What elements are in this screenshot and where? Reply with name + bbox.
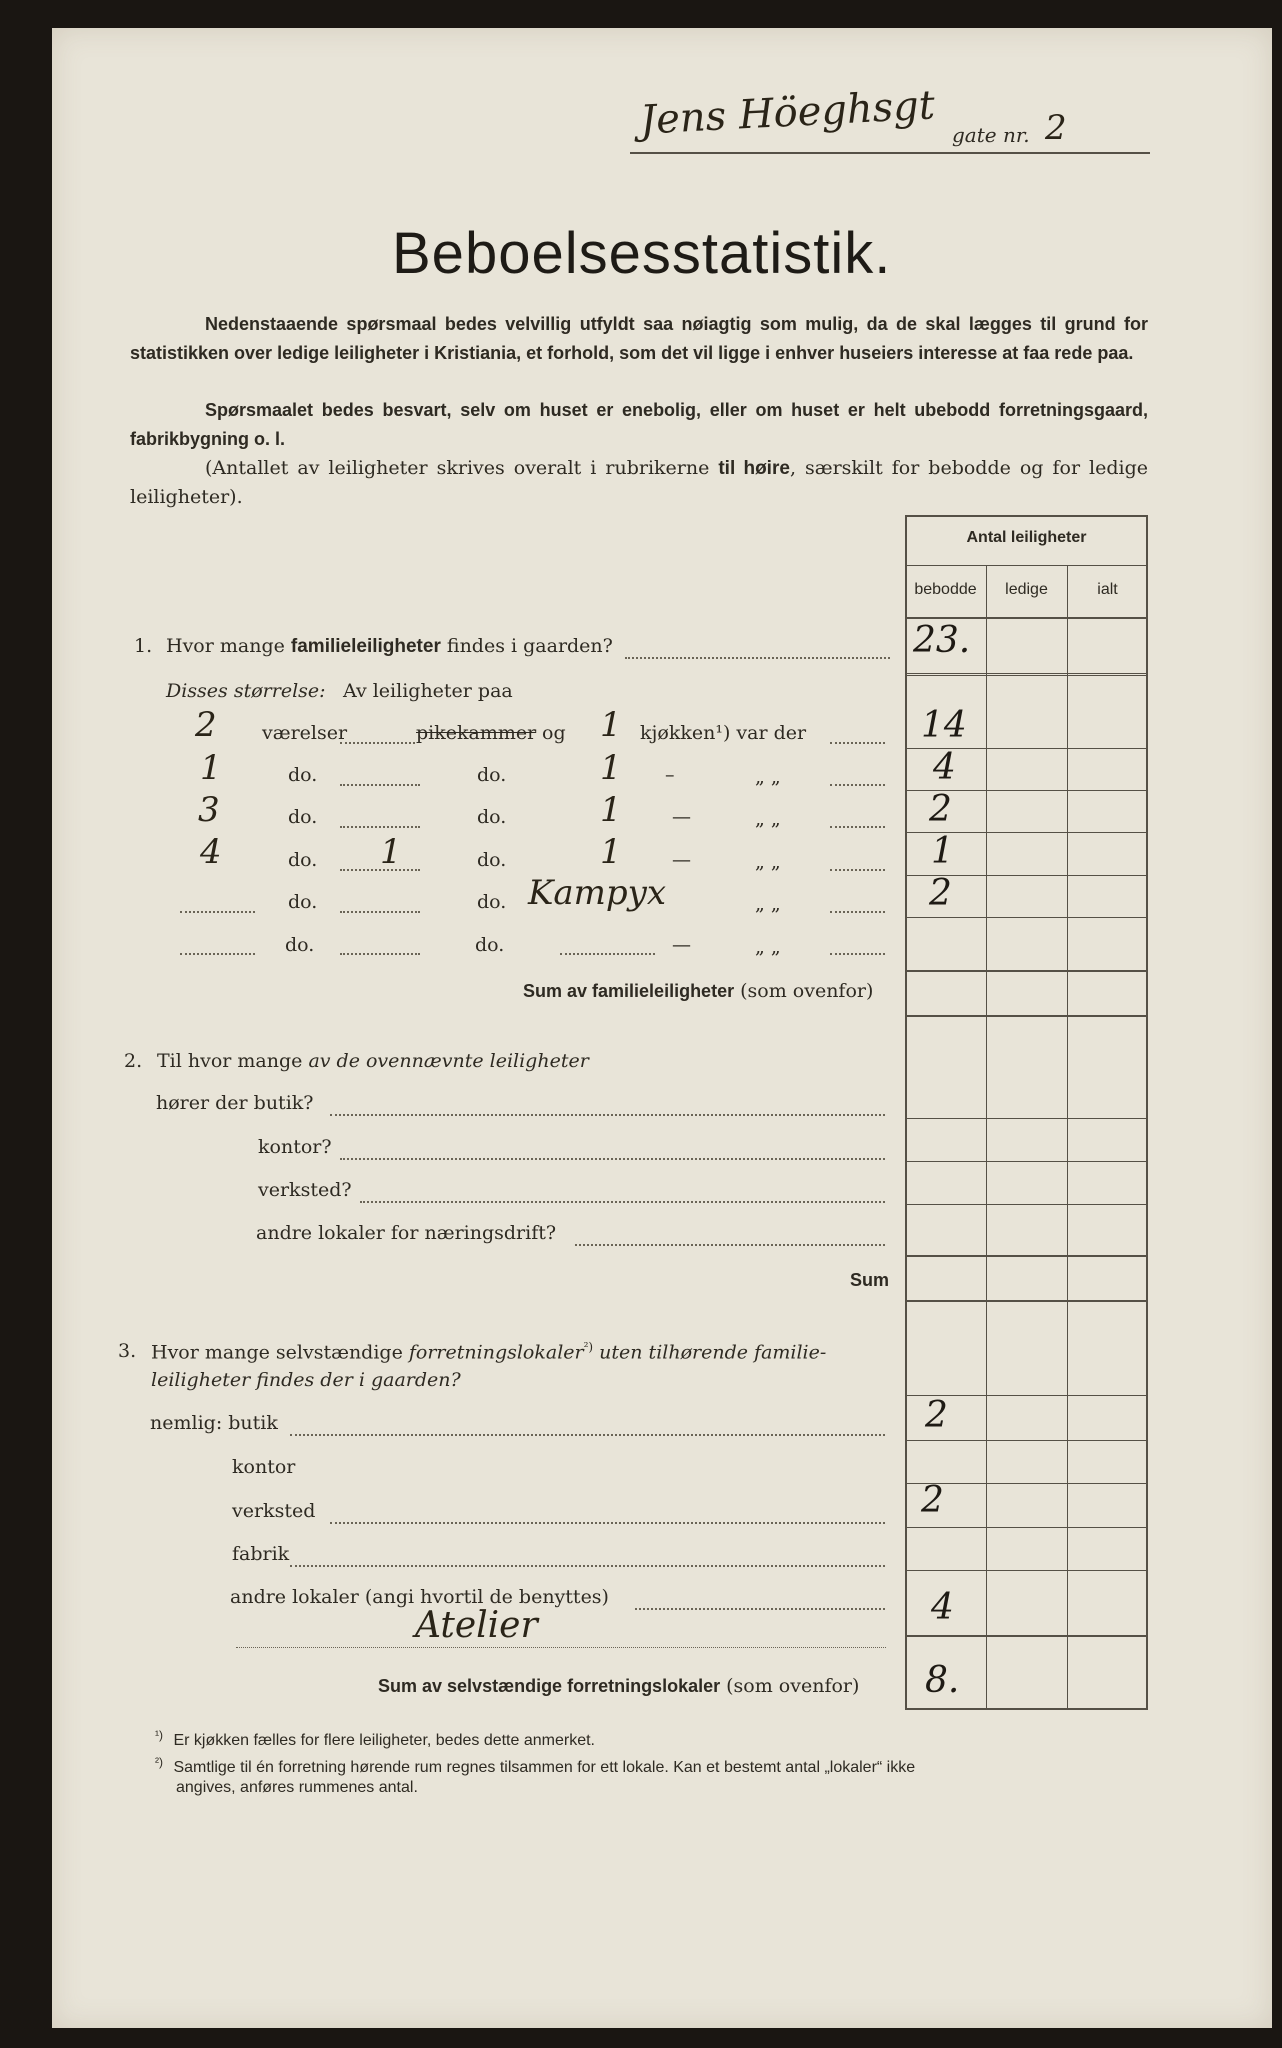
intro-p3-a: (Antallet av leiligheter skrives overalt i rubrikerne (205, 457, 719, 479)
row1-rooms: 2 (195, 705, 217, 745)
row-line (905, 1300, 1148, 1302)
col-divider-1 (986, 565, 987, 1710)
q3-question (151, 1340, 891, 1363)
row5-word2: do. (477, 891, 507, 913)
q2-andre-dots (575, 1244, 885, 1246)
answer-table (905, 515, 1148, 1710)
q3-andre-dots (635, 1608, 885, 1610)
row4-rooms: 4 (200, 832, 222, 872)
row6-dots-b (830, 953, 885, 955)
intro-p3-b: , særskilt for bebodde og for ledige leiligheter). (130, 457, 1148, 508)
q2-verksted: verksted? (258, 1179, 352, 1201)
q3-andre-underline (236, 1647, 886, 1648)
q2-text-a: Til hvor mange (157, 1050, 309, 1072)
row5-word: do. (288, 891, 318, 913)
q3-text-it: forretningslokaler (408, 1341, 584, 1364)
col-header-bebodde: bebodde (914, 581, 977, 598)
q3-sum-value: 8. (925, 1660, 960, 1701)
row6-kitchen-dots (560, 953, 655, 955)
row2-kitchen: 1 (600, 748, 622, 788)
row-line (905, 1527, 1148, 1528)
q3-verksted-value: 2 (921, 1480, 944, 1521)
q1-text-b: findes i gaarden? (440, 635, 613, 657)
row5-rooms-dots (180, 911, 255, 913)
row2-word: do. (288, 764, 318, 786)
row2-dots-a (340, 784, 420, 786)
row4-dots-a (340, 869, 420, 871)
q1-text-bold: familieleiligheter (290, 636, 441, 657)
row1-word: værelser (262, 722, 348, 744)
gate-label: gate nr. (952, 123, 1030, 147)
q1-sizes-label2: Av leiligheter paa (343, 680, 513, 702)
row3-quote: „ „ (755, 808, 781, 830)
col-divider-2 (1067, 565, 1068, 1710)
q3-andre-handwritten: Atelier (415, 1605, 538, 1646)
q1-sum-bold: Sum av familieleiligheter (523, 981, 735, 1001)
row1-kitchen: 1 (600, 705, 622, 745)
row1-dots-b (830, 742, 885, 744)
row1-dots-a (340, 742, 415, 744)
row-line (905, 1570, 1148, 1571)
row4-pike: 1 (380, 832, 402, 872)
q1-total-value: 23. (913, 620, 971, 661)
col-header-ledige: ledige (1005, 581, 1048, 598)
q1-sum-rest: (som ovenfor) (734, 980, 874, 1002)
row-line (905, 675, 1148, 676)
q2-butik-dots (330, 1114, 885, 1116)
q3-sum-rest: (som ovenfor) (720, 1675, 860, 1697)
table-right-border (1146, 515, 1148, 1710)
footnote-1 (155, 1728, 595, 1750)
row1-tail: kjøkken¹) var der (640, 722, 807, 744)
row6-dots-a (340, 953, 420, 955)
q2-kontor-dots (340, 1158, 885, 1160)
row5-dots-b (830, 911, 885, 913)
row-line (905, 1255, 1148, 1257)
q1-question (166, 635, 613, 658)
q1-sizes-label: Disses størrelse: (166, 680, 326, 702)
q3-sup: ²) (583, 1340, 594, 1354)
q3-verksted: verksted (232, 1500, 316, 1522)
q3-butik-dots (290, 1434, 885, 1436)
row3-dots-b (830, 826, 885, 828)
row-line (905, 1440, 1148, 1441)
page-title: Beboelsesstatistik. (392, 221, 892, 286)
q2-andre: andre lokaler for næringsdrift? (256, 1222, 557, 1244)
intro-p3-bold: til høire (718, 458, 790, 479)
row4-kitchen: 1 (600, 832, 622, 872)
q2-text-it: av de ovennævnte leiligheter (308, 1050, 589, 1072)
q2-verksted-dots (360, 1201, 885, 1203)
row6-quote: „ „ (755, 936, 781, 958)
row6-rooms-dots (180, 953, 255, 955)
q1-row2-value: 4 (933, 747, 956, 788)
q1-row1-value: 14 (921, 705, 967, 746)
row4-word2: do. (477, 849, 507, 871)
q1-sum-line (523, 980, 873, 1002)
q2-kontor: kontor? (258, 1136, 332, 1158)
row3-word: do. (288, 806, 318, 828)
row5-dots-a (340, 911, 420, 913)
row-line (905, 1161, 1148, 1162)
q3-andre-value: 4 (931, 1587, 954, 1628)
row6-word: do. (285, 934, 315, 956)
q3-fabrik-dots (290, 1565, 885, 1567)
footnote-2-mark: ²) (155, 1755, 163, 1769)
header-underline (630, 152, 1150, 154)
row2-quote: „ „ (755, 766, 781, 788)
row1-pikekammer: pikekammer (416, 722, 537, 744)
row2-tail: – (665, 764, 675, 786)
intro-paragraph-3 (130, 454, 1148, 512)
q1-dots (625, 657, 890, 659)
q3-butik-value: 2 (925, 1395, 948, 1436)
row5-kitchen-handwritten: Kampyx (528, 873, 667, 913)
q3-line2: leiligheter findes der i gaarden? (151, 1369, 461, 1391)
row-line (905, 1204, 1148, 1205)
row5-quote: „ „ (755, 893, 781, 915)
footnote-2-text-a: Samtlige til én forretning hørende rum regnes tilsammen for ett lokale. Kan et bestemt antal „lokaler“ ikke (173, 1759, 916, 1777)
intro-p1-text: Nedenstaaende spørsmaal bedes velvillig utfyldt saa nøiagtig som mulig, da de skal lægges til grund for statistikken over ledige leiligheter i Kristiania, et forhold, som det vil ligge i enhver huseiers interesse at faa rede paa. (130, 314, 1148, 363)
footnote-2 (155, 1755, 1155, 1777)
footnote-1-text: Er kjøkken fælles for flere leiligheter, bedes dette anmerket. (173, 1732, 595, 1750)
gate-number: 2 (1045, 108, 1067, 148)
row2-rooms: 1 (200, 748, 222, 788)
table-group-header: Antal leiligheter (966, 529, 1087, 546)
row-line (905, 1635, 1148, 1637)
q3-andre: andre lokaler (angi hvortil de benyttes) (230, 1586, 609, 1608)
row6-word2: do. (475, 934, 505, 956)
q3-nemlig-butik: nemlig: butik (150, 1412, 278, 1434)
q3-number: 3. (118, 1340, 137, 1362)
col-header-ialt: ialt (1097, 581, 1118, 598)
q2-sum: Sum (850, 1270, 890, 1290)
row-line (905, 673, 1148, 674)
street-name-handwritten: Jens Höeghsgt (638, 82, 936, 144)
q1-row5-value: 2 (929, 873, 952, 914)
q3-verksted-dots (330, 1522, 885, 1524)
row-line (905, 970, 1148, 972)
q3-text-it2: uten tilhørende familie- (593, 1341, 827, 1364)
row4-quote: „ „ (755, 851, 781, 873)
row3-tail: — (672, 806, 691, 828)
row4-dots-b (830, 869, 885, 871)
q1-row4-value: 1 (931, 831, 954, 872)
row2-dots-b (830, 784, 885, 786)
footnote-1-mark: ¹) (155, 1728, 163, 1742)
table-header-divider (905, 565, 1148, 566)
row3-dots-a (340, 826, 420, 828)
footnote-2-cont: angives, anføres rummenes antal. (176, 1779, 418, 1796)
row3-rooms: 3 (198, 790, 220, 830)
table-bottom-border (905, 1708, 1148, 1710)
q1-number: 1. (134, 635, 153, 657)
q2-butik: hører der butik? (156, 1092, 314, 1114)
row2-word2: do. (477, 764, 507, 786)
intro-p2-text: Spørsmaalet bedes besvart, selv om huset er enebolig, eller om huset er helt ubebodd forretningsgaard, fabrikbygning o. l. (130, 400, 1148, 449)
row6-tail: — (672, 934, 691, 956)
row4-tail: — (672, 849, 691, 871)
row3-word2: do. (477, 806, 507, 828)
q1-text-a: Hvor mange (166, 635, 291, 657)
table-top-border (905, 515, 1148, 517)
intro-paragraph-1 (130, 310, 1148, 368)
row4-word: do. (288, 849, 318, 871)
q1-row3-value: 2 (929, 789, 952, 830)
row-line (905, 1118, 1148, 1119)
intro-paragraph-2 (130, 396, 1148, 454)
row1-og: og (542, 722, 566, 744)
q3-sum-line (378, 1675, 859, 1697)
row3-kitchen: 1 (600, 790, 622, 830)
table-left-border (905, 515, 907, 1710)
q3-text-a: Hvor mange selvstændige (151, 1341, 409, 1364)
header-bottom-border (905, 617, 1148, 619)
q3-sum-bold: Sum av selvstændige forretningslokaler (378, 1676, 721, 1696)
row-line (905, 1015, 1148, 1017)
q2-number: 2. (124, 1050, 143, 1072)
q2-question (157, 1050, 589, 1072)
row-line (905, 917, 1148, 918)
q3-kontor: kontor (232, 1456, 296, 1478)
q3-fabrik: fabrik (232, 1543, 290, 1565)
